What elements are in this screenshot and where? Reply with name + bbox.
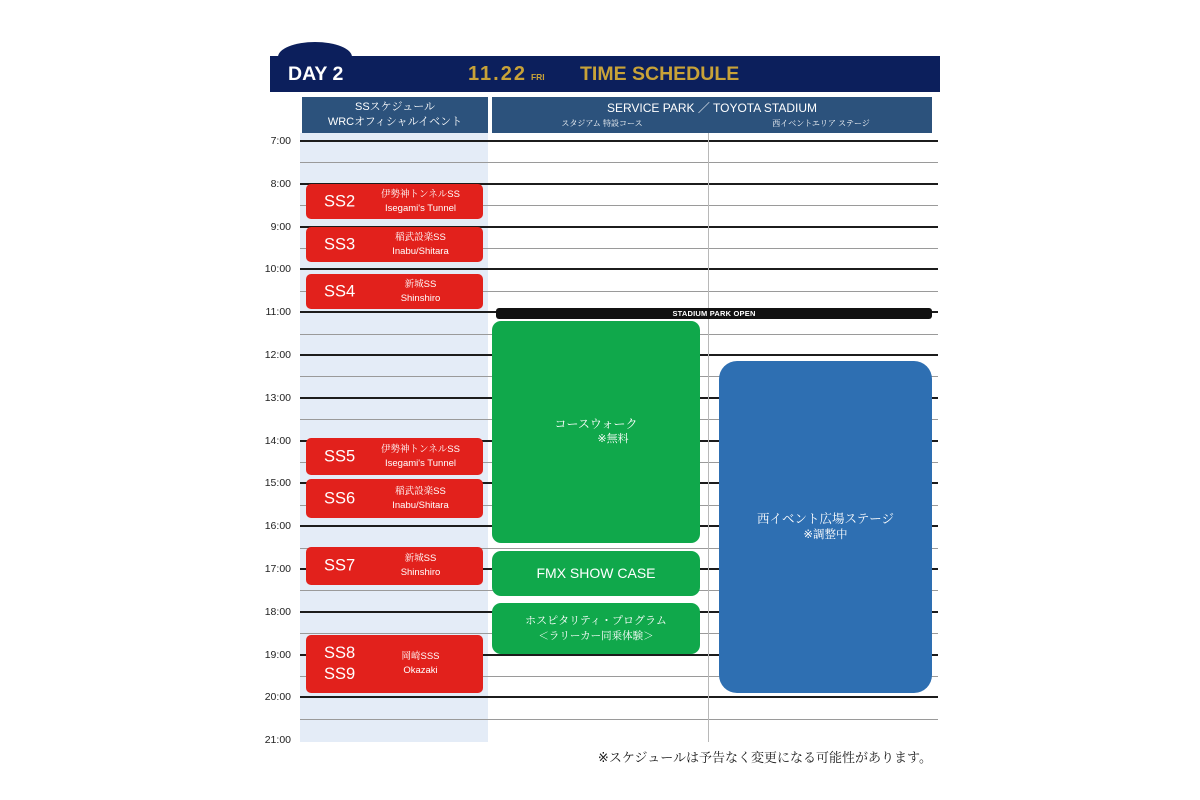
ss-stage-name-en: Okazaki [403, 665, 438, 676]
course-lane-label: スタジアム 特設コース [561, 119, 643, 128]
ss-code: SS2 [324, 192, 356, 210]
ss-code: SS8 [324, 644, 356, 662]
time-label: 13:00 [264, 392, 291, 404]
ss-code: SS7 [324, 556, 356, 575]
ss-code: SS9 [324, 665, 356, 683]
time-label: 9:00 [270, 221, 291, 233]
course-walk-event-text: コースウォーク [554, 417, 638, 431]
west-stage-event-text: 西イベント広場ステージ [756, 512, 894, 526]
ss-stage-name-en: Inabu/Shitara [392, 245, 449, 257]
ss-stage-name-en: Isegami's Tunnel [385, 202, 456, 214]
hospitality-program-event-text: ホスピタリティ・プログラム [525, 614, 667, 627]
stadium-park-open-bar [496, 308, 932, 319]
west-stage-event [719, 361, 932, 693]
time-label: 12:00 [264, 349, 291, 361]
ss-column-subtitle: WRCオフィシャルイベント [327, 116, 463, 128]
course-walk-event-text: ※無料 [597, 433, 629, 445]
fmx-show-case-event-text: FMX SHOW CASE [536, 565, 656, 581]
ss-stage-name-ja: 岡崎SSS [401, 651, 440, 662]
day-label: DAY 2 [288, 63, 344, 85]
hospitality-program-event-text: ＜ラリーカー同乗体験＞ [538, 629, 654, 642]
ss-stage-name-en: Shinshiro [400, 567, 441, 578]
fmx-show-case-event [492, 551, 700, 596]
time-label: 18:00 [264, 606, 291, 618]
ss-stage-name-en: Inabu/Shitara [392, 499, 449, 511]
ss-code: SS5 [324, 447, 356, 465]
ss-stage-name-ja: 新城SS [404, 278, 437, 290]
schedule-footnote: ※スケジュールは予告なく変更になる可能性があります。 [597, 750, 932, 765]
hospitality-program-event [492, 603, 700, 654]
date-label: 11.22 [468, 63, 527, 85]
time-label: 21:00 [264, 734, 291, 746]
ss-stage-name-en: Shinshiro [400, 292, 441, 304]
course-walk-event [492, 321, 700, 543]
time-label: 15:00 [264, 477, 291, 489]
ss-column-title: SSスケジュール [354, 101, 435, 113]
west-stage-event-text: ※調整中 [803, 529, 848, 541]
ss-stage-name-ja: 稲武設楽SS [395, 485, 446, 497]
time-label: 17:00 [264, 563, 291, 575]
time-label: 8:00 [270, 178, 291, 190]
time-label: 19:00 [264, 649, 291, 661]
time-label: 7:00 [270, 135, 291, 147]
ss-code: SS6 [324, 489, 356, 507]
ss-code: SS3 [324, 235, 356, 253]
time-label: 20:00 [264, 691, 291, 703]
ss-stage-name-ja: 稲武設楽SS [395, 231, 446, 243]
time-label: 16:00 [264, 520, 291, 532]
time-label: 10:00 [264, 263, 291, 275]
time-label: 14:00 [264, 435, 291, 447]
stage-lane-label: 西イベントエリア ステージ [772, 119, 870, 128]
ss-stage-name-en: Isegami's Tunnel [385, 457, 456, 469]
ss-code: SS4 [324, 282, 356, 300]
schedule-title: TIME SCHEDULE [580, 63, 740, 85]
stadium-park-open-bar-text: STADIUM PARK OPEN [672, 309, 756, 318]
ss-stage-name-ja: 伊勢神トンネルSS [381, 188, 460, 200]
weekday-label: FRI [530, 72, 545, 82]
venue-column-title: SERVICE PARK ／ TOYOTA STADIUM [606, 101, 818, 115]
ss-stage-name-ja: 伊勢神トンネルSS [381, 443, 460, 455]
ss-stage-name-ja: 新城SS [404, 553, 437, 564]
time-label: 11:00 [265, 306, 291, 318]
